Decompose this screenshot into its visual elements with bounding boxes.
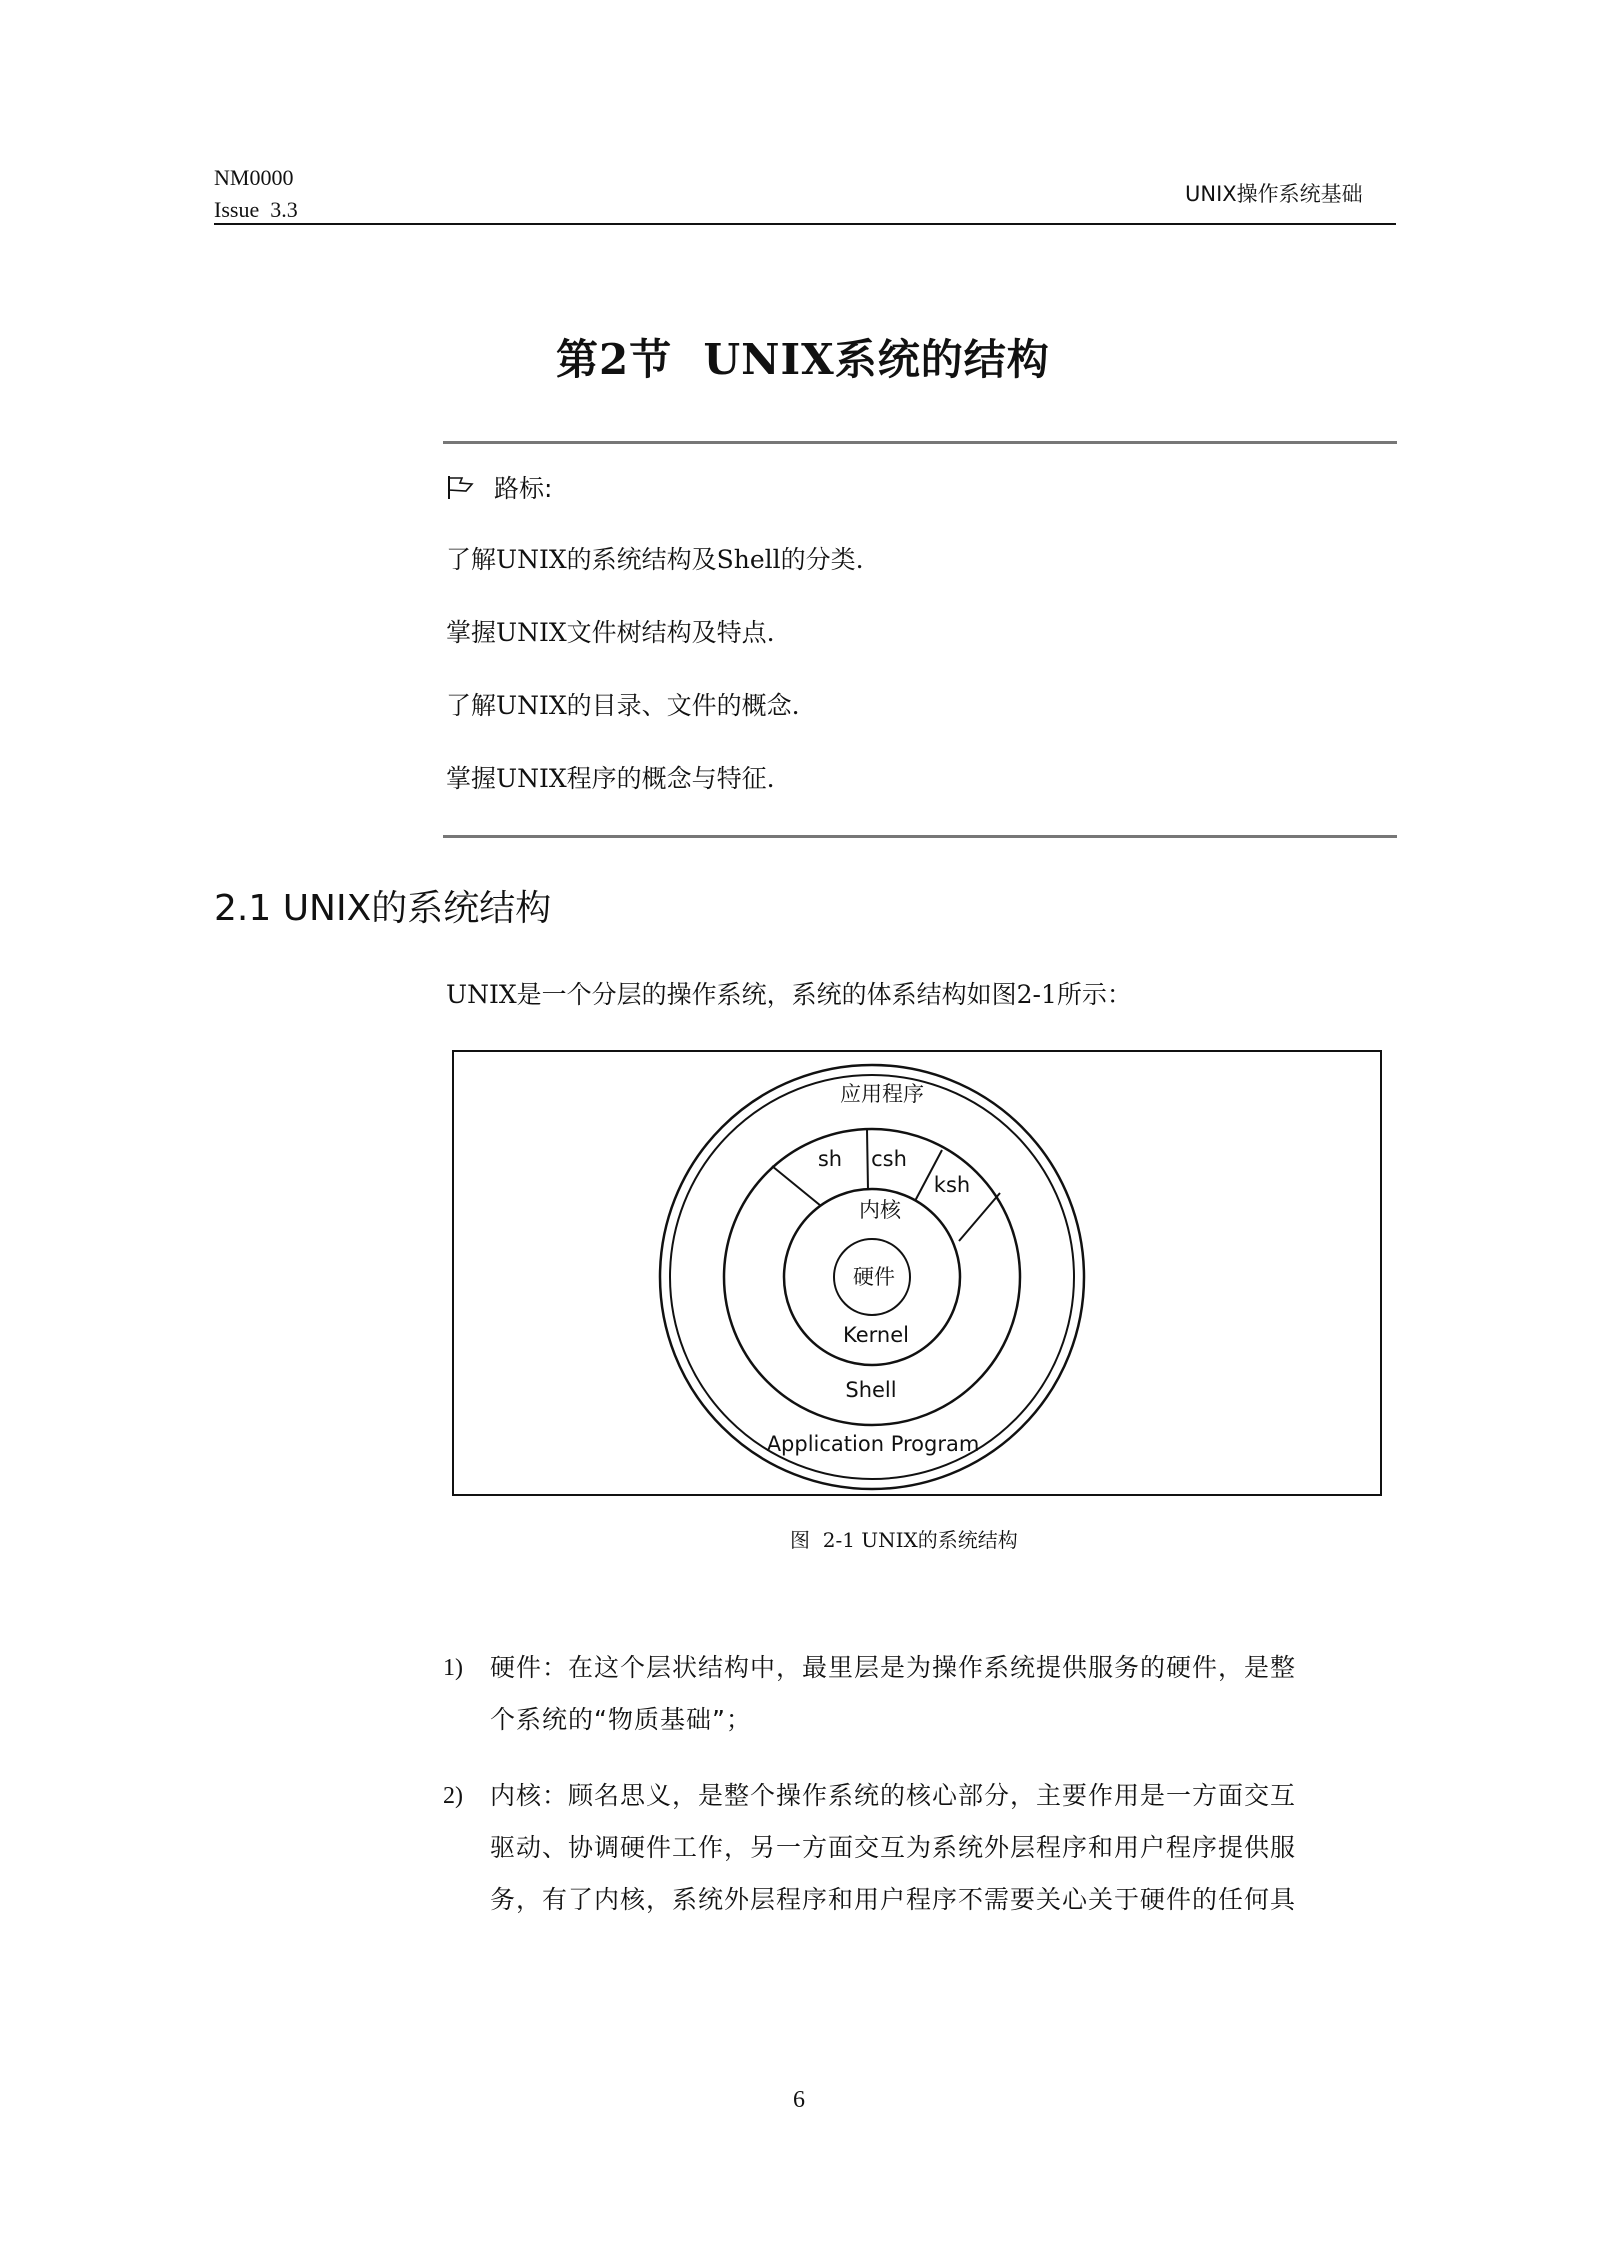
flag-icon [446, 474, 476, 500]
list-line: 个系统的“物质基础”； [490, 1705, 752, 1734]
page-number: 6 [793, 2087, 805, 2113]
header-rule [214, 223, 1396, 225]
roadmap-label: 路标: [494, 474, 553, 503]
roadmap-item-4: 掌握UNIX程序的概念与特征. [446, 764, 775, 793]
shell-divider-1 [772, 1166, 821, 1206]
kernel-label: Kernel [843, 1323, 909, 1347]
hardware-cn-label: 硬件 [853, 1265, 895, 1289]
csh-label: csh [871, 1147, 907, 1171]
unix-structure-diagram [452, 1050, 1382, 1496]
figure-caption: 图 2-1 UNIX的系统结构 [790, 1528, 1018, 1552]
list-number: 1) [443, 1655, 463, 1681]
roadmap-top-rule [443, 441, 1397, 444]
list-number: 2) [443, 1783, 463, 1809]
book-title: UNIX操作系统基础 [1185, 182, 1363, 206]
shell-label: Shell [845, 1378, 897, 1402]
ksh-label: ksh [933, 1173, 971, 1197]
list-item [443, 1642, 1403, 1746]
list-line: 务，有了内核，系统外层程序和用户程序不需要关心关于硬件的任何具 [490, 1885, 1297, 1914]
app-label: Application Program [766, 1432, 980, 1456]
shell-divider-4 [959, 1193, 1000, 1241]
kernel-cn-label: 内核 [859, 1198, 901, 1222]
chapter-title: 第2节 UNIX系统的结构 [556, 335, 1050, 384]
list-line: 内核：顾名思义，是整个操作系统的核心部分，主要作用是一方面交互 [490, 1781, 1297, 1810]
roadmap-heading [446, 470, 552, 504]
app-cn-label: 应用程序 [840, 1082, 924, 1106]
roadmap-item-3: 了解UNIX的目录、文件的概念. [446, 691, 800, 720]
section-intro: UNIX是一个分层的操作系统，系统的体系结构如图2-1所示： [446, 980, 1132, 1009]
doc-code: NM0000 [214, 165, 294, 190]
list-item [443, 1770, 1403, 1926]
section-title: 2.1 UNIX的系统结构 [214, 888, 552, 929]
list-line: 驱动、协调硬件工作，另一方面交互为系统外层程序和用户程序提供服 [490, 1833, 1297, 1862]
sh-label: sh [817, 1147, 843, 1171]
issue-number: Issue 3.3 [214, 197, 298, 222]
roadmap-item-1: 了解UNIX的系统结构及Shell的分类. [446, 545, 864, 574]
roadmap-item-2: 掌握UNIX文件树结构及特点. [446, 618, 775, 647]
roadmap-bottom-rule [443, 835, 1397, 838]
list-line: 硬件：在这个层状结构中，最里层是为操作系统提供服务的硬件，是整 [490, 1653, 1297, 1682]
shell-divider-2 [867, 1129, 868, 1190]
